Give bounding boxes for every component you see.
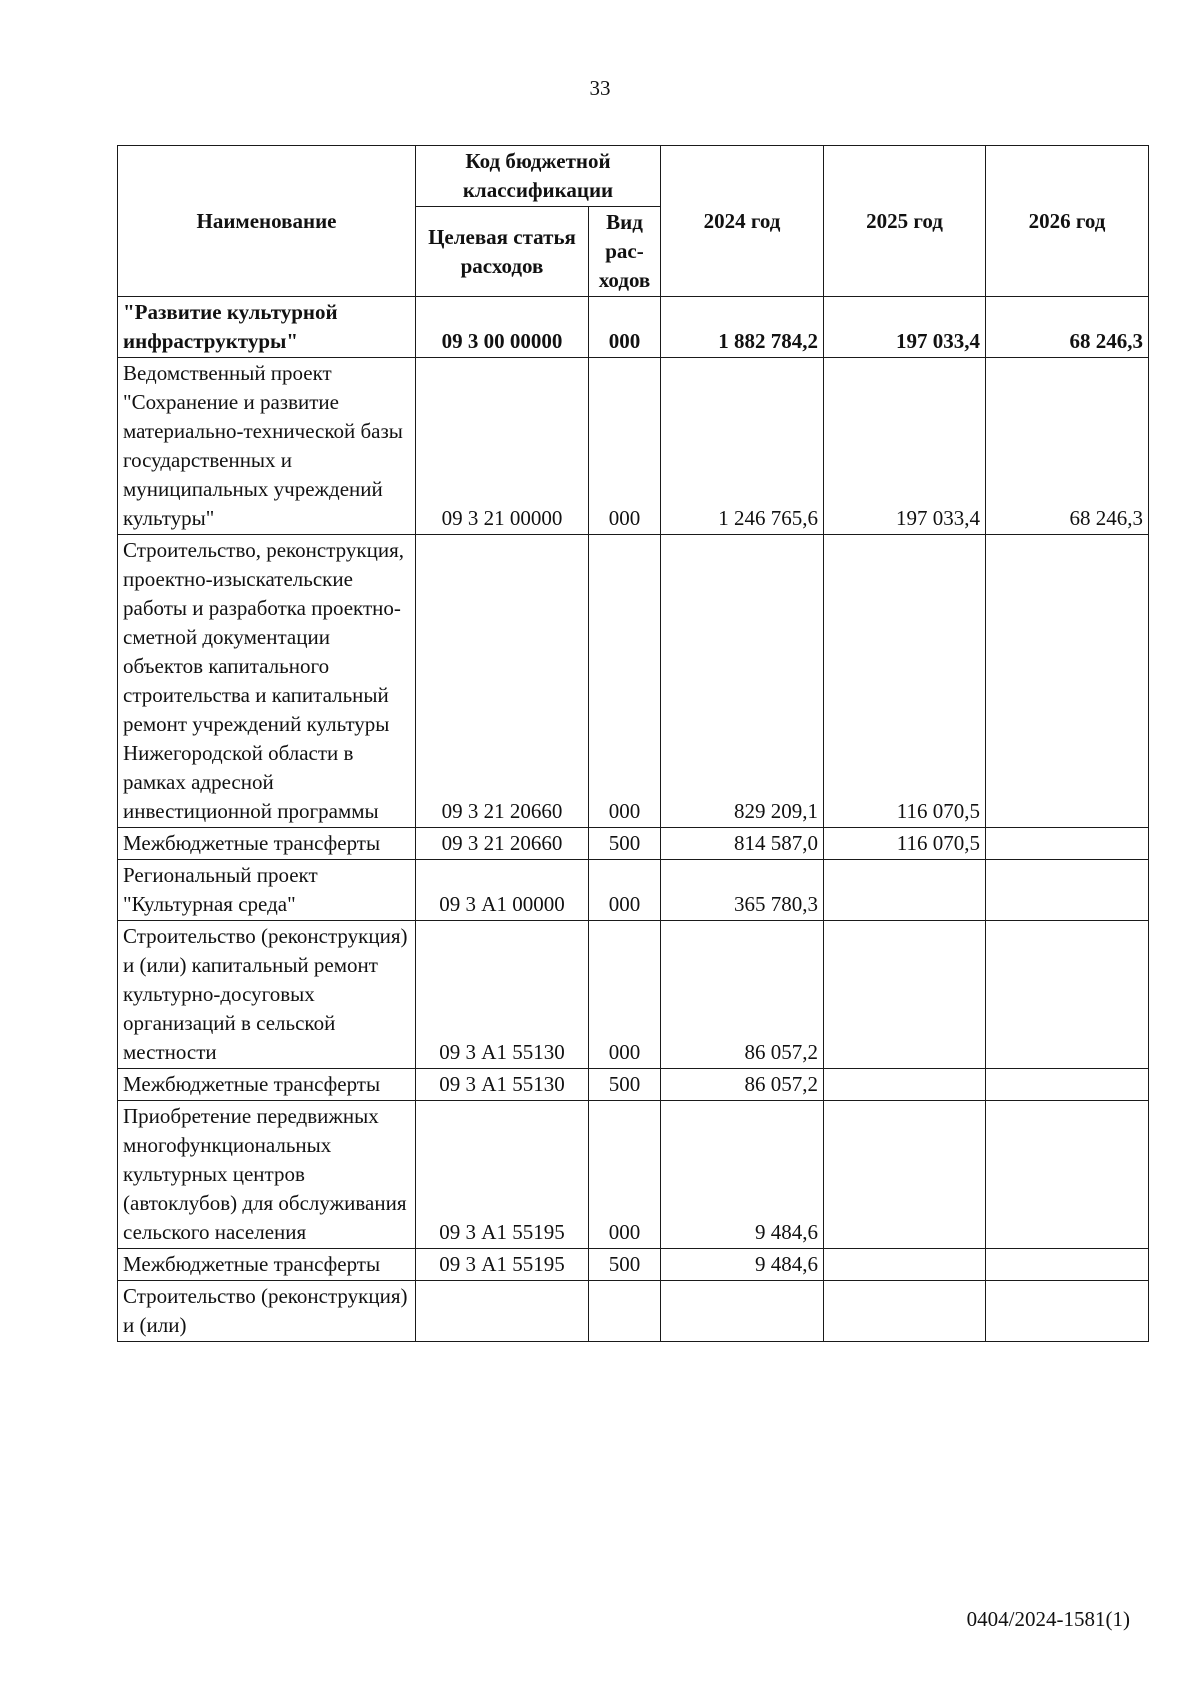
table-row [118,535,1149,828]
table-row [118,828,1149,860]
row-expense-kind: 000 [589,358,661,535]
row-value-2026 [986,921,1149,1069]
row-expense-kind: 000 [589,860,661,921]
row-expense-kind: 000 [589,1101,661,1249]
row-value-2024 [661,1281,824,1342]
row-value-2025: 116 070,5 [824,828,986,860]
header-target-article: Целевая статья расходов [416,207,589,297]
row-value-2024: 1 246 765,6 [661,358,824,535]
header-expense-kind: Вид рас-ходов [589,207,661,297]
row-value-2024: 9 484,6 [661,1249,824,1281]
row-expense-kind: 000 [589,535,661,828]
row-expense-kind: 500 [589,1069,661,1101]
row-name: Приобретение передвижных многофункциональных культурных центров (автоклубов) для обслуживания сельского населения [118,1101,416,1249]
row-value-2024: 814 587,0 [661,828,824,860]
row-value-2024: 829 209,1 [661,535,824,828]
row-target-code: 09 3 А1 00000 [416,860,589,921]
table-row [118,1069,1149,1101]
row-value-2024: 365 780,3 [661,860,824,921]
row-name: Межбюджетные трансферты [118,1069,416,1101]
table-row [118,1249,1149,1281]
row-name: "Развитие культурной инфраструктуры" [118,297,416,358]
table-row [118,1101,1149,1249]
row-target-code: 09 3 А1 55130 [416,921,589,1069]
row-name: Межбюджетные трансферты [118,1249,416,1281]
row-value-2026: 68 246,3 [986,358,1149,535]
budget-table [117,145,1149,1342]
row-value-2026 [986,828,1149,860]
row-target-code: 09 3 А1 55195 [416,1249,589,1281]
row-name: Строительство (реконструкция) и (или) [118,1281,416,1342]
row-name: Строительство, реконструкция, проектно-изыскательские работы и разработка проектно-сметной документации объектов капитального строительства и капитальный ремонт учреждений культуры Нижегородской области в рамках адресной инвестиционной программы [118,535,416,828]
header-2025: 2025 год [824,146,986,297]
row-value-2025: 197 033,4 [824,358,986,535]
row-name: Ведомственный проект "Сохранение и развитие материально-технической базы государственных и муниципальных учреждений культуры" [118,358,416,535]
header-2026: 2026 год [986,146,1149,297]
row-value-2024: 9 484,6 [661,1101,824,1249]
row-value-2025 [824,1101,986,1249]
row-expense-kind: 500 [589,1249,661,1281]
table-row [118,860,1149,921]
row-target-code: 09 3 21 20660 [416,535,589,828]
row-expense-kind [589,1281,661,1342]
row-value-2025 [824,1069,986,1101]
header-2024: 2024 год [661,146,824,297]
row-target-code: 09 3 А1 55130 [416,1069,589,1101]
row-target-code: 09 3 21 20660 [416,828,589,860]
header-name: Наименование [118,146,416,297]
header-budget-code: Код бюджетной классификации [416,146,661,207]
row-value-2026 [986,860,1149,921]
row-value-2026 [986,535,1149,828]
table-row [118,297,1149,358]
table-row [118,358,1149,535]
row-target-code: 09 3 00 00000 [416,297,589,358]
row-value-2026 [986,1101,1149,1249]
row-value-2025: 116 070,5 [824,535,986,828]
row-value-2025: 197 033,4 [824,297,986,358]
page-number: 33 [589,76,611,100]
row-expense-kind: 000 [589,297,661,358]
row-value-2026: 68 246,3 [986,297,1149,358]
row-value-2025 [824,1249,986,1281]
row-name: Строительство (реконструкция) и (или) капитальный ремонт культурно-досуговых организаций в сельской местности [118,921,416,1069]
row-value-2025 [824,860,986,921]
row-value-2026 [986,1069,1149,1101]
row-value-2025 [824,921,986,1069]
row-target-code [416,1281,589,1342]
row-expense-kind: 000 [589,921,661,1069]
row-name: Региональный проект "Культурная среда" [118,860,416,921]
row-value-2025 [824,1281,986,1342]
document-number: 0404/2024-1581(1) [966,1607,1130,1631]
row-value-2024: 86 057,2 [661,921,824,1069]
table-row [118,921,1149,1069]
row-value-2024: 1 882 784,2 [661,297,824,358]
row-value-2026 [986,1281,1149,1342]
row-value-2024: 86 057,2 [661,1069,824,1101]
row-name: Межбюджетные трансферты [118,828,416,860]
table-row [118,1281,1149,1342]
row-value-2026 [986,1249,1149,1281]
row-target-code: 09 3 А1 55195 [416,1101,589,1249]
row-target-code: 09 3 21 00000 [416,358,589,535]
row-expense-kind: 500 [589,828,661,860]
